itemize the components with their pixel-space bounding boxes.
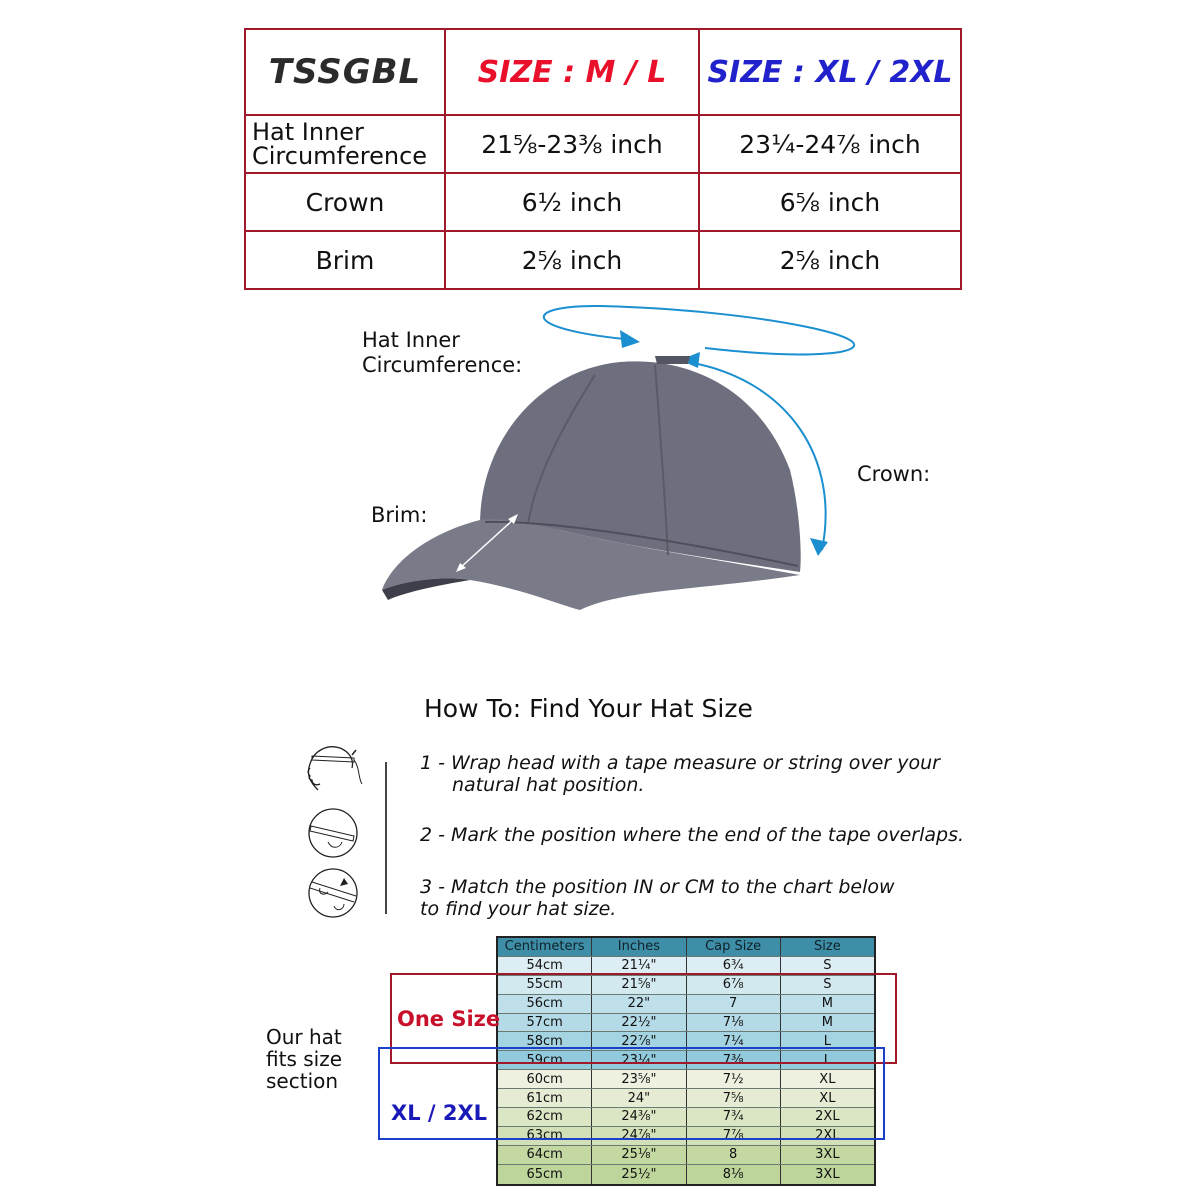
cell-value: 6½ inch (446, 174, 700, 230)
cell-value: 21⅝-23⅜ inch (446, 116, 700, 172)
cell-value: 6⅝ inch (779, 187, 881, 217)
chart-row (498, 1165, 874, 1184)
chart-cell: M (821, 996, 833, 1012)
chart-cell: 56cm (498, 995, 592, 1013)
chart-cell: 7⅝ (687, 1089, 781, 1107)
chart-cell: 54cm (498, 957, 592, 975)
chart-cell: 24" (592, 1089, 686, 1107)
chart-cell: 63cm (498, 1127, 592, 1145)
chart-cell: 7⅛ (687, 1014, 781, 1032)
table-row (246, 232, 960, 288)
xl-2xl-label: XL / 2XL (391, 1101, 488, 1125)
chart-cell: 57cm (498, 1014, 592, 1032)
fits-size-section-label: Our hat fits size section (266, 1025, 342, 1093)
chart-cell: 21¼" (592, 957, 686, 975)
size-comparison-table (244, 28, 962, 290)
chart-cell: 21⅝" (592, 976, 686, 994)
chart-cell: 25⅛" (592, 1146, 686, 1164)
column-header: Centimeters (498, 938, 592, 956)
chart-cell: 7⅜ (687, 1051, 781, 1069)
cell-value: 2⅝ inch (779, 245, 881, 275)
chart-cell: 24⅞" (592, 1127, 686, 1145)
howto-title: How To: Find Your Hat Size (424, 694, 753, 723)
size-m-l-header: SIZE : M / L (477, 54, 667, 90)
column-header: Cap Size (687, 938, 781, 956)
chart-cell: XL (819, 1071, 836, 1087)
step-2: 2 - Mark the position where the end of the tape overlaps. (420, 824, 965, 846)
chart-cell: 7 (687, 995, 781, 1013)
steps-divider (385, 762, 387, 914)
tape-mark-icon (306, 866, 360, 920)
chart-cell: 60cm (498, 1070, 592, 1088)
row-label: Crown (246, 174, 446, 230)
chart-cell: 2XL (815, 1109, 840, 1125)
cell-value: 2⅝ inch (446, 232, 700, 288)
brim-label: Brim: (371, 503, 428, 527)
chart-cell: S (823, 958, 832, 974)
one-size-label: One Size (397, 1007, 501, 1031)
chart-cell: 8 (687, 1146, 781, 1164)
chart-cell: 3XL (815, 1166, 840, 1182)
column-header: Size (814, 939, 841, 955)
row-label: Brim (246, 232, 446, 288)
chart-cell: S (823, 977, 832, 993)
chart-header-row (498, 938, 874, 957)
tape-measure-icon (306, 806, 360, 860)
column-header: Inches (592, 938, 686, 956)
chart-cell: 58cm (498, 1032, 592, 1050)
chart-row (498, 1146, 874, 1165)
step-1: 1 - Wrap head with a tape measure or string over your natural hat position. (420, 752, 940, 796)
chart-cell: 25½" (592, 1165, 686, 1184)
brand-logo: TSSGBL (268, 52, 422, 92)
chart-cell: 3XL (815, 1147, 840, 1163)
table-header-row (246, 30, 960, 116)
head-tape-icon (298, 738, 370, 798)
chart-cell: M (821, 1015, 833, 1030)
chart-cell: 6⅞ (687, 976, 781, 994)
chart-cell: 55cm (498, 976, 592, 994)
chart-cell: 2XL (815, 1128, 840, 1144)
xl-2xl-highlight-box (378, 1047, 885, 1140)
chart-cell: 59cm (498, 1051, 592, 1069)
chart-cell: 7⅞ (687, 1127, 781, 1145)
chart-cell: 23⅝" (592, 1070, 686, 1088)
chart-cell: 64cm (498, 1146, 592, 1164)
chart-cell: 7¾ (687, 1108, 781, 1126)
chart-cell: 7½ (687, 1070, 781, 1088)
chart-cell: L (823, 1033, 831, 1049)
crown-label: Crown: (857, 462, 931, 486)
row-label: Circumference (252, 142, 428, 170)
table-row (246, 174, 960, 232)
chart-cell: 22½" (592, 1014, 686, 1032)
hat-inner-circumference-label: Hat Inner Circumference: (362, 328, 523, 377)
row-label: Hat Inner (252, 118, 364, 146)
chart-cell: 65cm (498, 1165, 592, 1184)
cell-value: 23¼-24⅞ inch (739, 129, 921, 159)
chart-cell: 23¼" (592, 1051, 686, 1069)
table-row (246, 116, 960, 174)
chart-cell: 62cm (498, 1108, 592, 1126)
chart-cell: 7¼ (687, 1032, 781, 1050)
chart-cell: 22⅞" (592, 1032, 686, 1050)
chart-cell: XL (819, 1090, 836, 1106)
chart-cell: 24⅜" (592, 1108, 686, 1126)
size-xl-2xl-header: SIZE : XL / 2XL (707, 54, 953, 90)
step-3: 3 - Match the position IN or CM to the chart below to find your hat size. (420, 876, 895, 920)
baseball-cap-illustration (370, 300, 950, 610)
chart-cell: 61cm (498, 1089, 592, 1107)
chart-cell: 22" (592, 995, 686, 1013)
chart-cell: 6¾ (687, 957, 781, 975)
chart-cell: L (823, 1052, 831, 1068)
chart-cell: 8⅛ (687, 1165, 781, 1184)
